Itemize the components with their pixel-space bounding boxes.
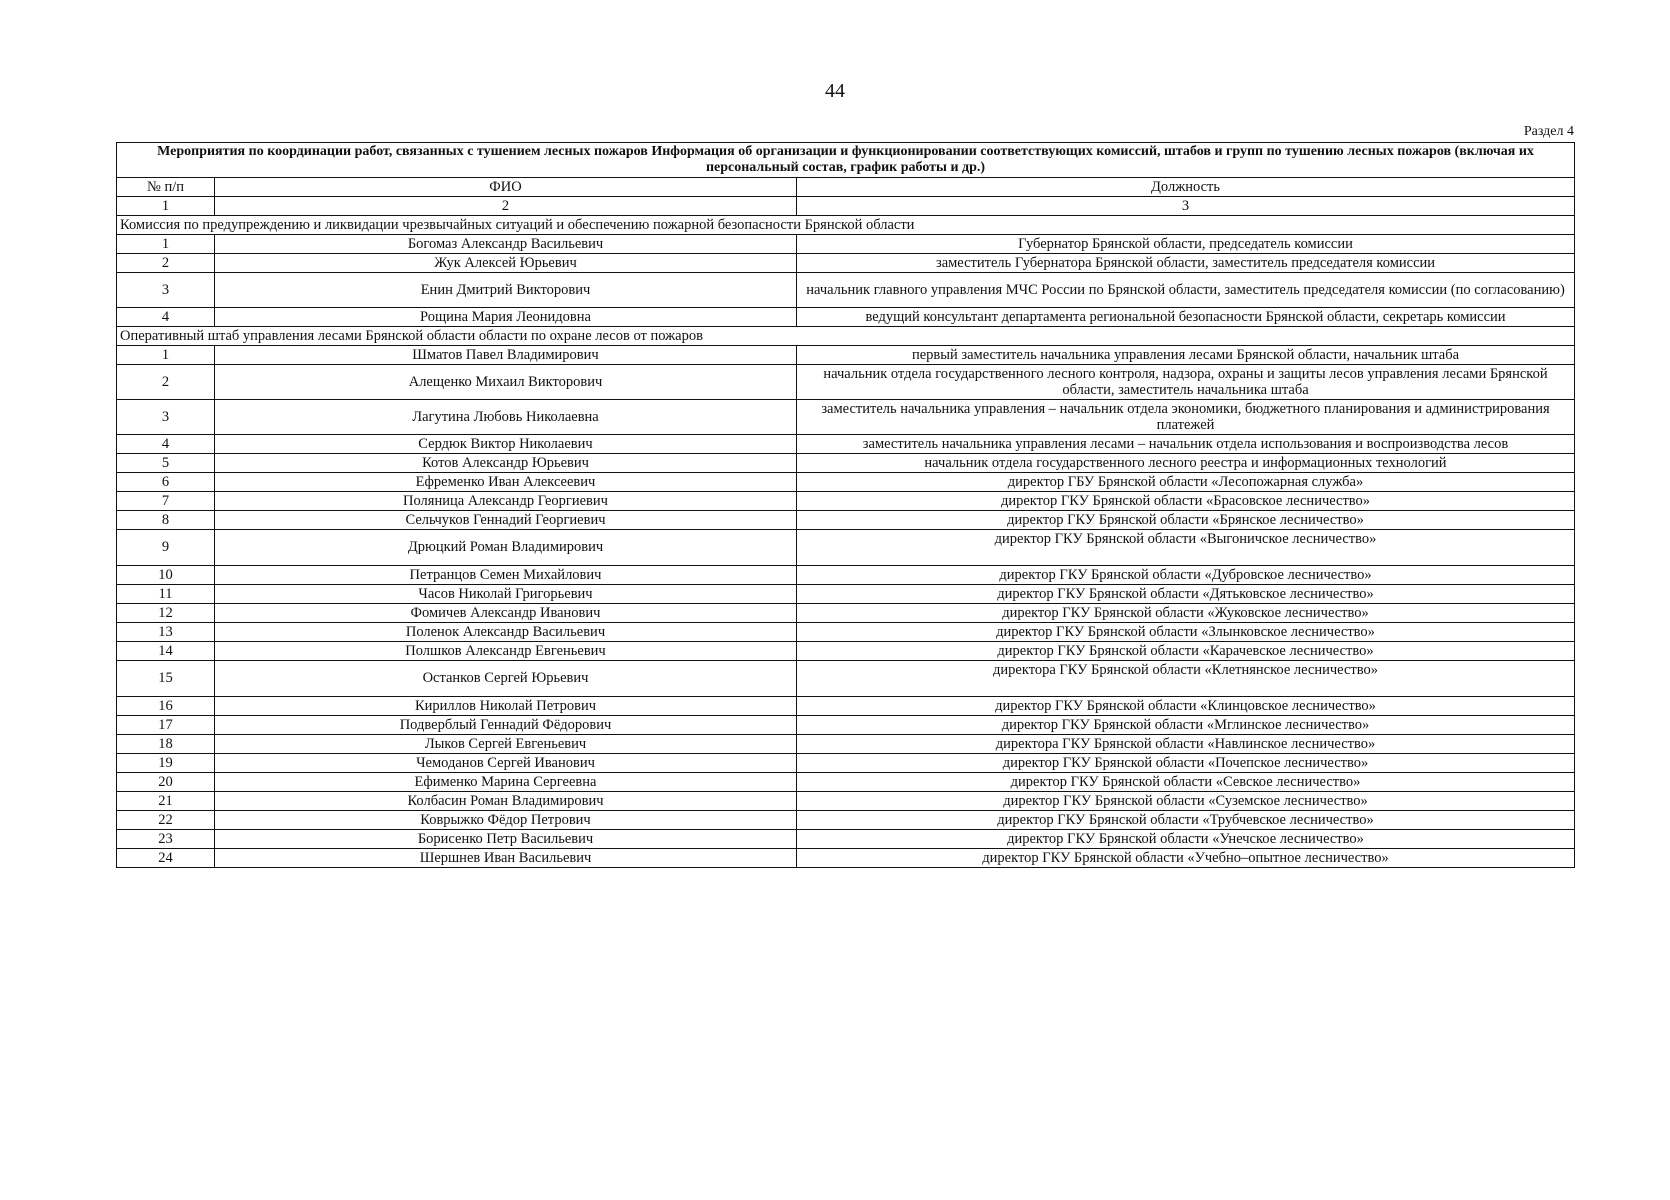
row-fio: Поляница Александр Георгиевич bbox=[215, 492, 797, 511]
row-number: 14 bbox=[117, 642, 215, 661]
table-row bbox=[117, 400, 1575, 435]
row-fio: Лагутина Любовь Николаевна bbox=[215, 400, 797, 435]
row-number: 12 bbox=[117, 604, 215, 623]
row-fio: Котов Александр Юрьевич bbox=[215, 454, 797, 473]
row-position: директор ГКУ Брянской области «Трубчевское лесничество» bbox=[797, 811, 1575, 830]
row-position: директора ГКУ Брянской области «Навлинское лесничество» bbox=[797, 735, 1575, 754]
row-position: заместитель начальника управления лесами – начальник отдела использования и воспроизводства лесов bbox=[797, 435, 1575, 454]
row-fio: Ефременко Иван Алексеевич bbox=[215, 473, 797, 492]
row-number: 4 bbox=[117, 308, 215, 327]
row-position: начальник отдела государственного лесного контроля, надзора, охраны и защиты лесов управления лесами Брянской области, заместитель начальника штаба bbox=[797, 365, 1575, 400]
row-fio: Лыков Сергей Евгеньевич bbox=[215, 735, 797, 754]
table-row bbox=[117, 697, 1575, 716]
row-number: 22 bbox=[117, 811, 215, 830]
row-position: директор ГКУ Брянской области «Унечское лесничество» bbox=[797, 830, 1575, 849]
row-fio: Коврыжко Фёдор Петрович bbox=[215, 811, 797, 830]
row-number: 23 bbox=[117, 830, 215, 849]
row-number: 3 bbox=[117, 400, 215, 435]
row-position: директор ГКУ Брянской области «Клинцовское лесничество» bbox=[797, 697, 1575, 716]
row-fio: Рощина Мария Леонидовна bbox=[215, 308, 797, 327]
row-fio: Богомаз Александр Васильевич bbox=[215, 235, 797, 254]
row-number: 9 bbox=[117, 530, 215, 566]
row-number: 19 bbox=[117, 754, 215, 773]
table-row bbox=[117, 435, 1575, 454]
row-number: 18 bbox=[117, 735, 215, 754]
table-title-row bbox=[117, 143, 1575, 178]
row-number: 13 bbox=[117, 623, 215, 642]
row-number: 20 bbox=[117, 773, 215, 792]
row-fio: Ефименко Марина Сергеевна bbox=[215, 773, 797, 792]
table-row bbox=[117, 473, 1575, 492]
row-number: 10 bbox=[117, 566, 215, 585]
row-fio: Петранцов Семен Михайлович bbox=[215, 566, 797, 585]
column-number-2: 2 bbox=[215, 197, 797, 216]
row-fio: Жук Алексей Юрьевич bbox=[215, 254, 797, 273]
table-row bbox=[117, 642, 1575, 661]
row-position: директор ГКУ Брянской области «Учебно–опытное лесничество» bbox=[797, 849, 1575, 868]
row-position: ведущий консультант департамента региональной безопасности Брянской области, секретарь комиссии bbox=[797, 308, 1575, 327]
row-fio: Енин Дмитрий Викторович bbox=[215, 273, 797, 308]
table-row bbox=[117, 365, 1575, 400]
row-number: 16 bbox=[117, 697, 215, 716]
row-position: Губернатор Брянской области, председатель комиссии bbox=[797, 235, 1575, 254]
table-header-row bbox=[117, 178, 1575, 197]
page-number: 44 bbox=[825, 80, 845, 102]
group-row bbox=[117, 216, 1575, 235]
row-fio: Алещенко Михаил Викторович bbox=[215, 365, 797, 400]
row-position: директор ГКУ Брянской области «Жуковское лесничество» bbox=[797, 604, 1575, 623]
row-fio: Часов Николай Григорьевич bbox=[215, 585, 797, 604]
row-position: директор ГКУ Брянской области «Мглинское лесничество» bbox=[797, 716, 1575, 735]
header-position: Должность bbox=[797, 178, 1575, 197]
row-fio: Останков Сергей Юрьевич bbox=[215, 661, 797, 697]
table-title: Мероприятия по координации работ, связанных с тушением лесных пожаров Информация об организации и функционировании соответствующих комиссий, штабов и групп по тушению лесных пожаров (включая их персональный состав, график работы и др.) bbox=[117, 143, 1575, 178]
section-label: Раздел 4 bbox=[1523, 124, 1574, 139]
row-fio: Подверблый Геннадий Фёдорович bbox=[215, 716, 797, 735]
table-row bbox=[117, 792, 1575, 811]
row-position: директор ГКУ Брянской области «Злынковское лесничество» bbox=[797, 623, 1575, 642]
row-number: 1 bbox=[117, 346, 215, 365]
row-number: 2 bbox=[117, 254, 215, 273]
header-num: № п/п bbox=[117, 178, 215, 197]
table-row bbox=[117, 811, 1575, 830]
table-row bbox=[117, 623, 1575, 642]
row-number: 24 bbox=[117, 849, 215, 868]
row-number: 15 bbox=[117, 661, 215, 697]
table-row bbox=[117, 604, 1575, 623]
row-position: начальник главного управления МЧС России по Брянской области, заместитель председателя комиссии (по согласованию) bbox=[797, 273, 1575, 308]
column-number-1: 1 bbox=[117, 197, 215, 216]
row-number: 21 bbox=[117, 792, 215, 811]
row-position: директора ГКУ Брянской области «Клетнянское лесничество» bbox=[797, 661, 1575, 697]
row-position: директор ГКУ Брянской области «Дубровское лесничество» bbox=[797, 566, 1575, 585]
row-number: 5 bbox=[117, 454, 215, 473]
row-fio: Шершнев Иван Васильевич bbox=[215, 849, 797, 868]
table-row bbox=[117, 849, 1575, 868]
table-row bbox=[117, 454, 1575, 473]
row-number: 6 bbox=[117, 473, 215, 492]
row-number: 8 bbox=[117, 511, 215, 530]
row-fio: Сельчуков Геннадий Георгиевич bbox=[215, 511, 797, 530]
table-row bbox=[117, 511, 1575, 530]
table-row bbox=[117, 716, 1575, 735]
table-row bbox=[117, 773, 1575, 792]
row-number: 7 bbox=[117, 492, 215, 511]
row-position: директор ГКУ Брянской области «Брянское лесничество» bbox=[797, 511, 1575, 530]
row-number: 4 bbox=[117, 435, 215, 454]
table-row bbox=[117, 754, 1575, 773]
table-row bbox=[117, 273, 1575, 308]
table-row bbox=[117, 235, 1575, 254]
staff-table bbox=[116, 142, 1575, 868]
row-position: директор ГКУ Брянской области «Брасовское лесничество» bbox=[797, 492, 1575, 511]
table-row bbox=[117, 308, 1575, 327]
row-position: заместитель Губернатора Брянской области, заместитель председателя комиссии bbox=[797, 254, 1575, 273]
column-number-3: 3 bbox=[797, 197, 1575, 216]
row-position: заместитель начальника управления – начальник отдела экономики, бюджетного планирования и администрирования платежей bbox=[797, 400, 1575, 435]
row-fio: Дрюцкий Роман Владимирович bbox=[215, 530, 797, 566]
row-position: директор ГКУ Брянской области «Карачевское лесничество» bbox=[797, 642, 1575, 661]
table-row bbox=[117, 830, 1575, 849]
table-row bbox=[117, 530, 1575, 566]
row-number: 17 bbox=[117, 716, 215, 735]
row-number: 11 bbox=[117, 585, 215, 604]
row-fio: Сердюк Виктор Николаевич bbox=[215, 435, 797, 454]
table-row bbox=[117, 254, 1575, 273]
row-fio: Колбасин Роман Владимирович bbox=[215, 792, 797, 811]
row-fio: Борисенко Петр Васильевич bbox=[215, 830, 797, 849]
group-title: Оперативный штаб управления лесами Брянской области области по охране лесов от пожаров bbox=[117, 327, 1575, 346]
row-position: первый заместитель начальника управления лесами Брянской области, начальник штаба bbox=[797, 346, 1575, 365]
row-fio: Поленок Александр Васильевич bbox=[215, 623, 797, 642]
table-row bbox=[117, 492, 1575, 511]
row-number: 3 bbox=[117, 273, 215, 308]
header-fio: ФИО bbox=[215, 178, 797, 197]
row-number: 2 bbox=[117, 365, 215, 400]
column-number-row bbox=[117, 197, 1575, 216]
table-row bbox=[117, 661, 1575, 697]
row-fio: Фомичев Александр Иванович bbox=[215, 604, 797, 623]
row-position: начальник отдела государственного лесного реестра и информационных технологий bbox=[797, 454, 1575, 473]
table-row bbox=[117, 346, 1575, 365]
row-position: директор ГКУ Брянской области «Дятьковское лесничество» bbox=[797, 585, 1575, 604]
row-fio: Полшков Александр Евгеньевич bbox=[215, 642, 797, 661]
row-fio: Чемоданов Сергей Иванович bbox=[215, 754, 797, 773]
row-position: директор ГКУ Брянской области «Суземское лесничество» bbox=[797, 792, 1575, 811]
table-row bbox=[117, 566, 1575, 585]
row-position: директор ГКУ Брянской области «Почепское лесничество» bbox=[797, 754, 1575, 773]
group-row bbox=[117, 327, 1575, 346]
row-position: директор ГКУ Брянской области «Выгоничское лесничество» bbox=[797, 530, 1575, 566]
group-title: Комиссия по предупреждению и ликвидации чрезвычайных ситуаций и обеспечению пожарной безопасности Брянской области bbox=[117, 216, 1575, 235]
row-position: директор ГКУ Брянской области «Севское лесничество» bbox=[797, 773, 1575, 792]
row-fio: Кириллов Николай Петрович bbox=[215, 697, 797, 716]
table-row bbox=[117, 585, 1575, 604]
row-number: 1 bbox=[117, 235, 215, 254]
row-position: директор ГБУ Брянской области «Лесопожарная служба» bbox=[797, 473, 1575, 492]
row-fio: Шматов Павел Владимирович bbox=[215, 346, 797, 365]
table-row bbox=[117, 735, 1575, 754]
